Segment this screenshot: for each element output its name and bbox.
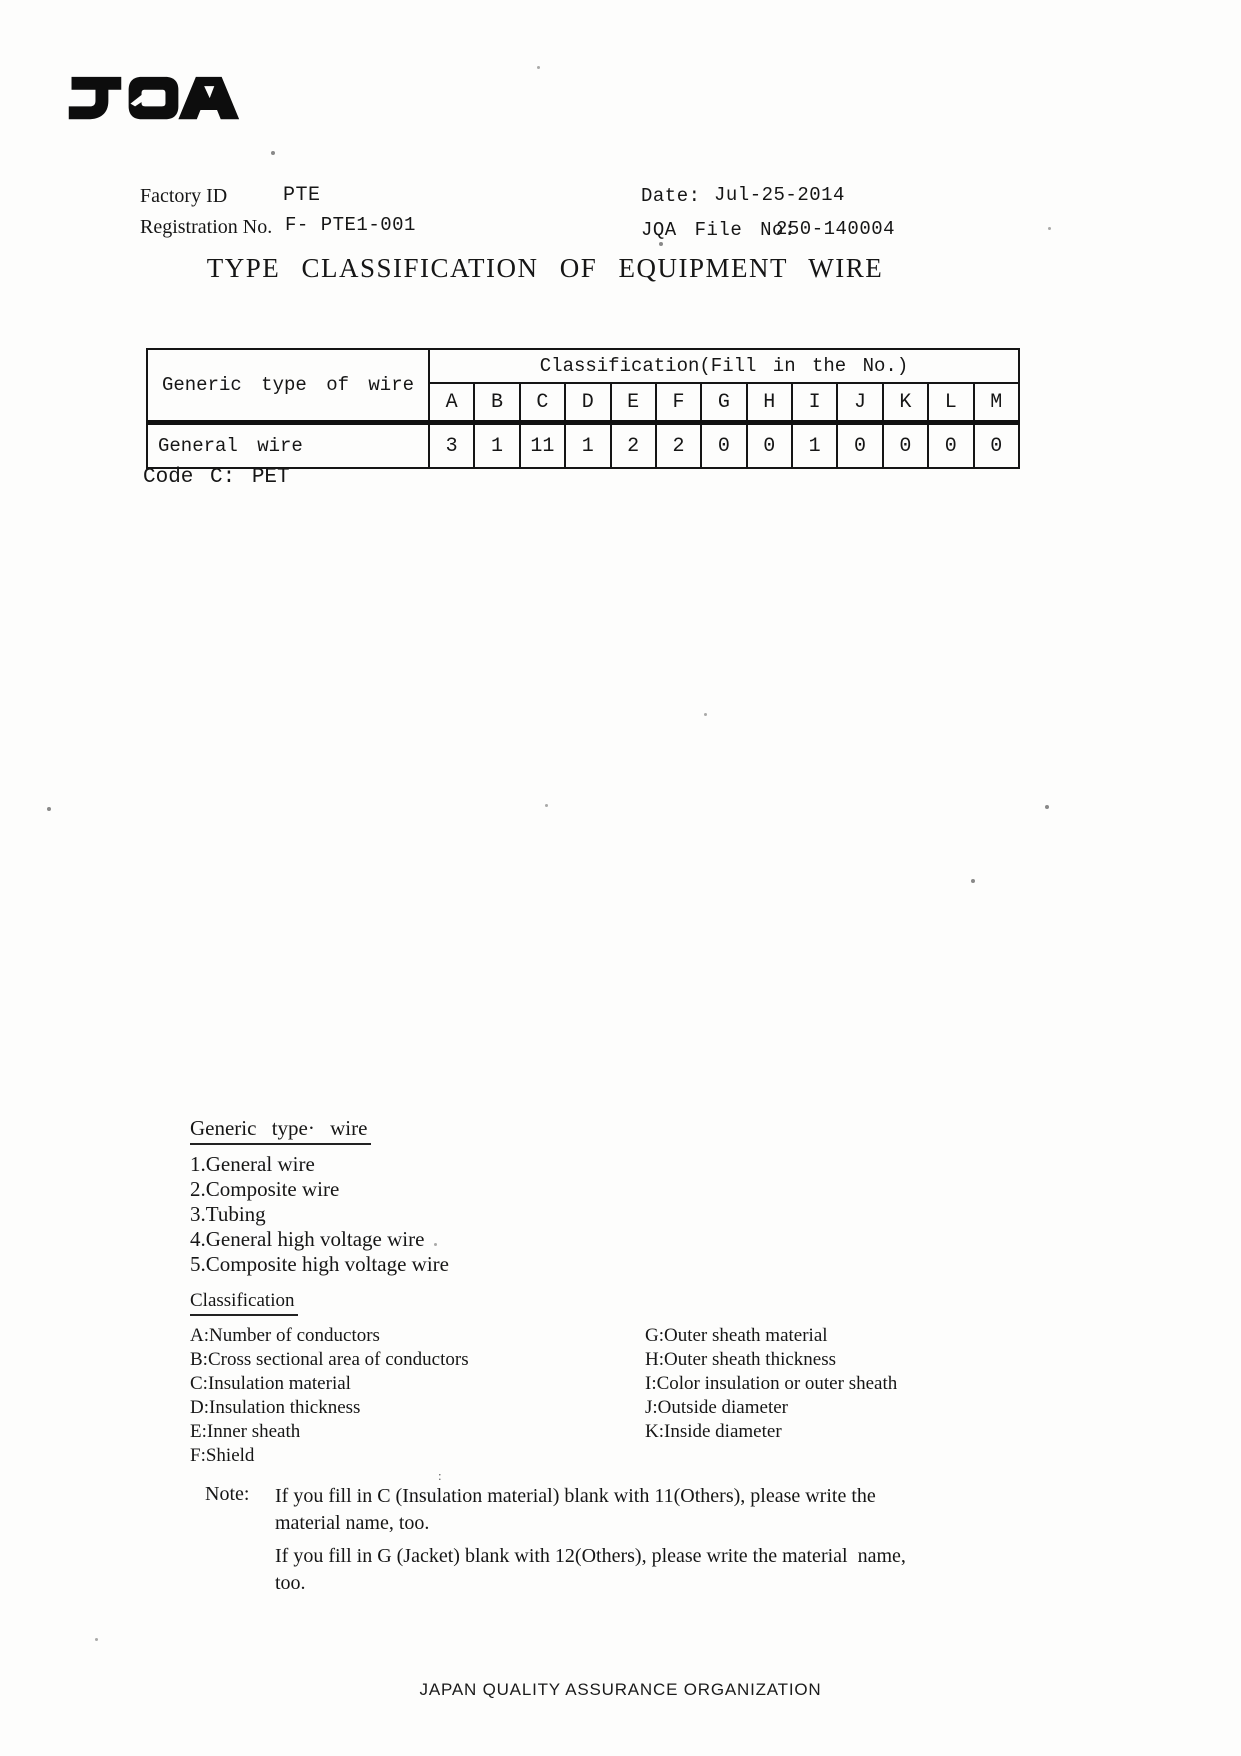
scan-speck [434, 1243, 437, 1246]
page-title: TYPE CLASSIFICATION OF EQUIPMENT WIRE [206, 253, 884, 283]
cell-f: 2 [656, 423, 701, 469]
col-header-i: I [792, 383, 837, 423]
scan-speck: : [438, 1468, 442, 1483]
table-group-header: Classification(Fill in the No.) [429, 349, 1019, 383]
cell-b: 1 [474, 423, 519, 469]
col-header-l: L [928, 383, 973, 423]
list-item: J:Outside diameter [645, 1397, 788, 1418]
scan-speck [971, 879, 975, 883]
factory-id-label: Factory ID [140, 185, 228, 207]
date-value: Jul-25-2014 [714, 184, 845, 206]
note-line: material name, too. [275, 1512, 430, 1534]
note-line: too. [275, 1572, 306, 1594]
col-header-m: M [974, 383, 1020, 423]
list-item: 5.Composite high voltage wire [190, 1252, 449, 1276]
cell-l: 0 [928, 423, 973, 469]
note-text [275, 1483, 906, 1597]
cell-e: 2 [611, 423, 656, 469]
table-row [147, 423, 1019, 469]
list-item: B:Cross sectional area of conductors [190, 1349, 469, 1370]
cell-m: 0 [974, 423, 1020, 469]
cell-a: 3 [429, 423, 474, 469]
list-item: I:Color insulation or outer sheath [645, 1373, 898, 1394]
jqa-logo [66, 70, 241, 128]
col-header-d: D [565, 383, 610, 423]
factory-id-value: PTE [283, 184, 321, 207]
row-label: General wire [147, 423, 429, 469]
cell-k: 0 [883, 423, 928, 469]
col-header-a: A [429, 383, 474, 423]
scan-speck [271, 151, 275, 155]
scan-speck [95, 1638, 98, 1641]
list-item: 2.Composite wire [190, 1177, 340, 1201]
scan-speck [704, 713, 707, 716]
cell-c: 11 [520, 423, 565, 469]
col-header-g: G [701, 383, 746, 423]
generic-type-heading: Generic type· wire [190, 1116, 371, 1145]
col-header-h: H [747, 383, 792, 423]
note-label: Note: [205, 1483, 250, 1505]
list-item: A:Number of conductors [190, 1325, 380, 1346]
scan-speck [47, 807, 51, 811]
list-item: 3.Tubing [190, 1202, 266, 1226]
cell-i: 1 [792, 423, 837, 469]
generic-type-list [190, 1152, 449, 1277]
classification-heading: Classification [190, 1290, 298, 1316]
col-header-e: E [611, 383, 656, 423]
cell-j: 0 [837, 423, 882, 469]
scan-speck [545, 804, 548, 807]
classification-list-left [190, 1324, 469, 1468]
list-item: H:Outer sheath thickness [645, 1349, 837, 1370]
list-item: C:Insulation material [190, 1373, 351, 1394]
scan-speck [659, 242, 663, 246]
list-item: F:Shield [190, 1445, 255, 1466]
code-note: Code C: PET [143, 466, 290, 489]
list-item: 4.General high voltage wire [190, 1227, 425, 1251]
list-item: 1.General wire [190, 1152, 315, 1176]
jqa-file-no-label: JQA File No: [641, 219, 796, 241]
note-line: If you fill in C (Insulation material) blank with 11(Others), please write the [275, 1485, 876, 1507]
scan-speck [1048, 227, 1051, 230]
scan-speck [1045, 805, 1049, 809]
col-header-b: B [474, 383, 519, 423]
organization-footer: JAPAN QUALITY ASSURANCE ORGANIZATION [419, 1680, 822, 1699]
registration-no-value: F- PTE1-001 [285, 214, 416, 236]
jqa-file-no-value: 250-140004 [776, 218, 896, 240]
col-header-k: K [883, 383, 928, 423]
cell-d: 1 [565, 423, 610, 469]
classification-list-right [645, 1324, 897, 1444]
cell-g: 0 [701, 423, 746, 469]
list-item: G:Outer sheath material [645, 1325, 828, 1346]
col-header-c: C [520, 383, 565, 423]
classification-table [146, 348, 1020, 469]
registration-no-label: Registration No. [140, 216, 273, 238]
table-row-header: Generic type of wire [147, 349, 429, 423]
scan-speck [537, 66, 540, 69]
cell-h: 0 [747, 423, 792, 469]
list-item: D:Insulation thickness [190, 1397, 361, 1418]
note-line: If you fill in G (Jacket) blank with 12(Others), please write the material name, [275, 1545, 906, 1567]
list-item: K:Inside diameter [645, 1421, 782, 1442]
col-header-f: F [656, 383, 701, 423]
date-label: Date: [641, 185, 701, 207]
col-header-j: J [837, 383, 882, 423]
list-item: E:Inner sheath [190, 1421, 301, 1442]
